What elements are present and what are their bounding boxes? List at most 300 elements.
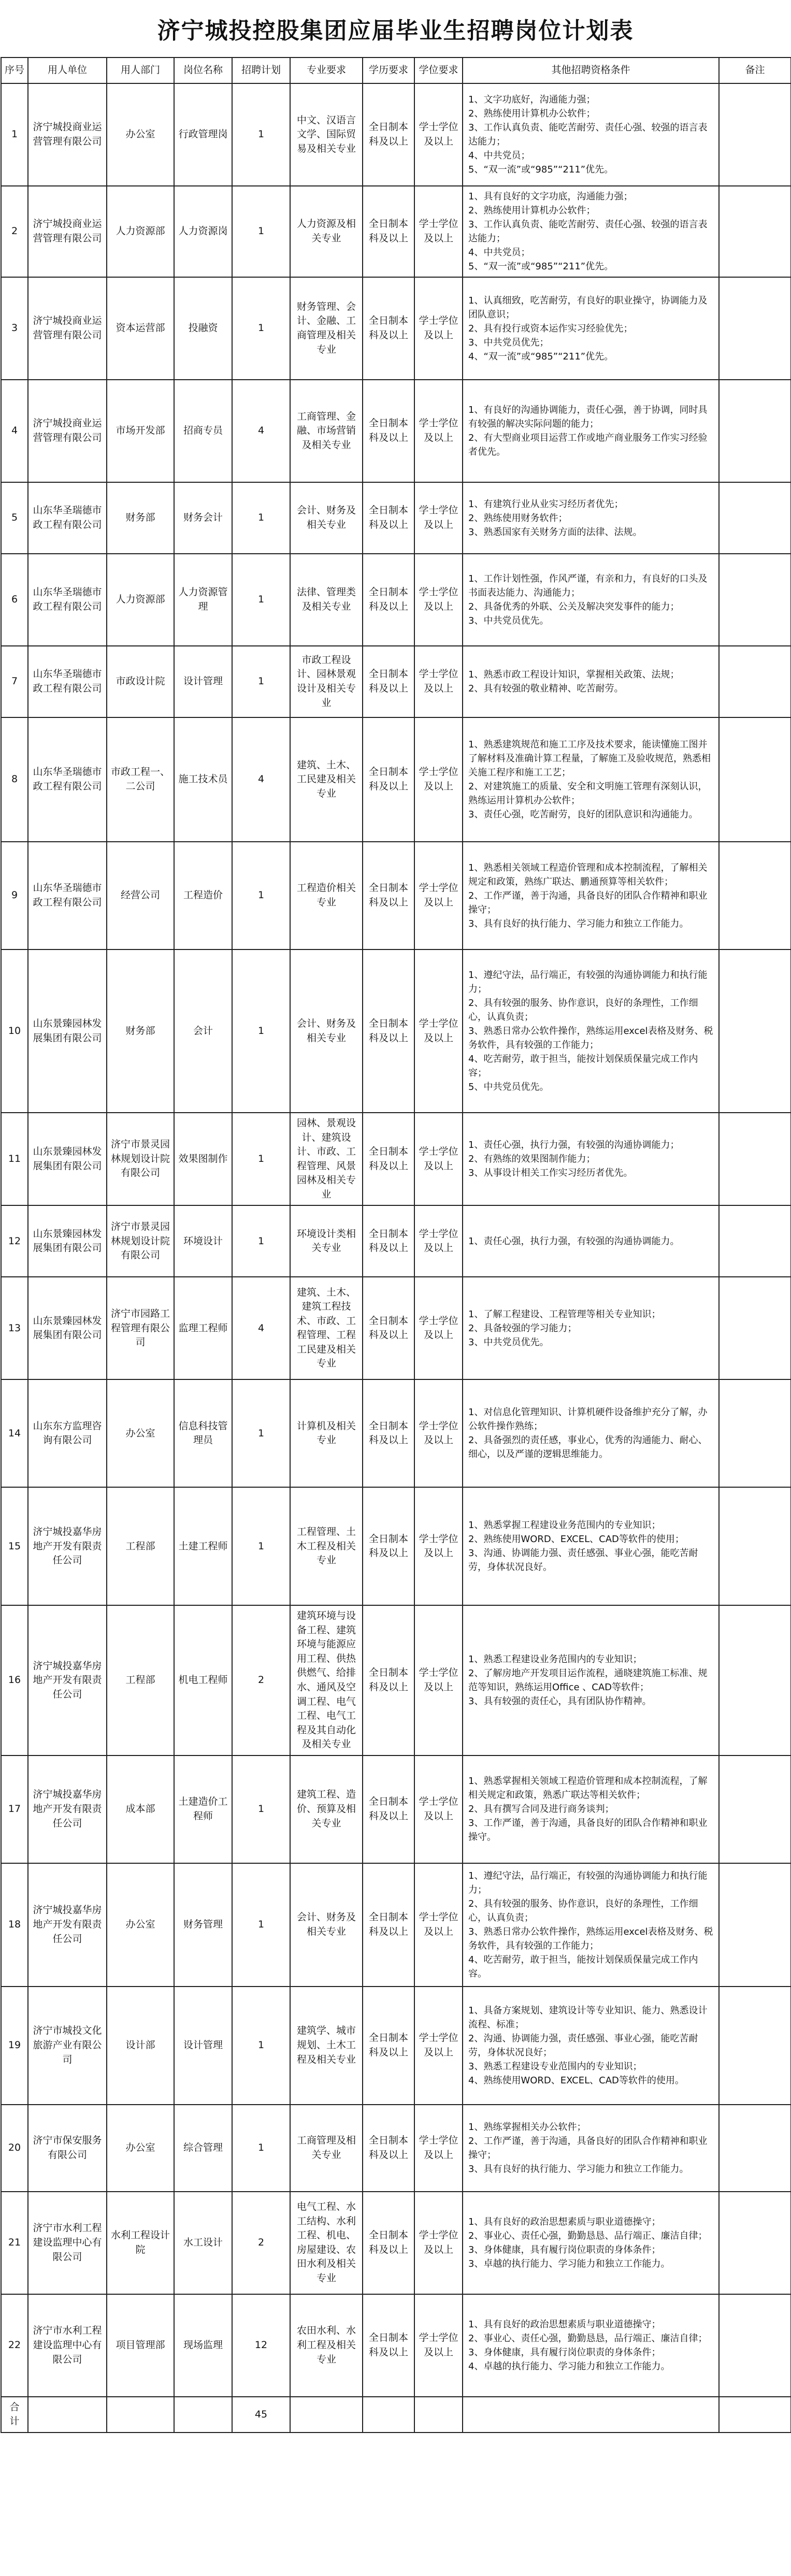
condition-line: 4、熟练使用WORD、EXCEL、CAD等软件的使用。 — [468, 2075, 684, 2086]
condition-line: 3、工作认真负责、能吃苦耐劳、责任心强、较强的语言表达能力； — [468, 122, 708, 147]
condition-line: 5、“双一流”或“985”“211”优先。 — [468, 261, 614, 272]
cell-conditions — [463, 1113, 719, 1205]
condition-line: 2、工作严谨，善于沟通，具备良好的团队合作精神和职业操守； — [468, 2135, 708, 2161]
total-empty-edu — [363, 2397, 414, 2433]
cell-major: 市政工程设计、园林景观设计及相关专业 — [290, 646, 363, 717]
table-row — [1, 842, 791, 949]
cell-seq: 6 — [1, 554, 28, 646]
cell-seq: 20 — [1, 2105, 28, 2192]
cell-seq: 10 — [1, 949, 28, 1113]
cell-remark — [719, 1987, 791, 2105]
condition-line: 1、对信息化管理知识、计算机硬件设备维护充分了解，办公软件操作熟练； — [468, 1407, 708, 1432]
cell-degree: 学士学位及以上 — [414, 1113, 463, 1205]
cell-dept: 办公室 — [107, 1379, 174, 1487]
condition-line: 1、熟悉相关领域工程造价管理和成本控制流程，了解相关规定和政策，熟练广联达、鹏通预算等相关软件； — [468, 862, 708, 887]
condition-line: 2、具备优秀的外联、公关及解决突发事件的能力； — [468, 601, 680, 612]
cell-edu: 全日制本科及以上 — [363, 2294, 414, 2397]
cell-plan: 1 — [232, 554, 290, 646]
cell-degree: 学士学位及以上 — [414, 1987, 463, 2105]
cell-degree: 学士学位及以上 — [414, 646, 463, 717]
condition-line: 2、具备强烈的责任感，事业心，优秀的沟通能力、耐心、细心，以及严谨的逻辑思维能力。 — [468, 1435, 708, 1460]
cell-major: 工程管理、土木工程及相关专业 — [290, 1487, 363, 1605]
cell-plan: 1 — [232, 842, 290, 949]
cell-major: 法律、管理类及相关专业 — [290, 554, 363, 646]
condition-line: 3、责任心强，吃苦耐劳，良好的团队意识和沟通能力。 — [468, 809, 698, 820]
condition-line: 4、中共党员； — [468, 247, 530, 258]
cell-edu: 全日制本科及以上 — [363, 1987, 414, 2105]
condition-line: 3、工作严谨，善于沟通，具备良好的团队合作精神和职业操守。 — [468, 1818, 708, 1843]
cell-edu: 全日制本科及以上 — [363, 482, 414, 554]
cell-edu: 全日制本科及以上 — [363, 1605, 414, 1755]
condition-line: 1、具有良好的政治思想素质与职业道德操守； — [468, 2216, 661, 2227]
cell-unit: 济宁城投嘉华房地产开发有限责任公司 — [28, 1487, 107, 1605]
condition-line: 3、中共党员优先； — [468, 337, 549, 348]
cell-dept: 济宁市景灵园林规划设计院有限公司 — [107, 1205, 174, 1277]
cell-unit: 济宁城投嘉华房地产开发有限责任公司 — [28, 1863, 107, 1987]
table-row — [1, 1487, 791, 1605]
condition-line: 1、熟悉掌握相关领域工程造价管理和成本控制流程，了解相关规定和政策，熟悉广联达等相关软件； — [468, 1776, 708, 1801]
header-position: 岗位名称 — [174, 57, 232, 83]
cell-conditions — [463, 1605, 719, 1755]
cell-dept: 设计部 — [107, 1987, 174, 2105]
table-row — [1, 2294, 791, 2397]
cell-seq: 22 — [1, 2294, 28, 2397]
cell-major: 农田水利、水利工程及相关专业 — [290, 2294, 363, 2397]
table-row — [1, 554, 791, 646]
header-major: 专业要求 — [290, 57, 363, 83]
cell-major: 财务管理、会计、金融、工商管理及相关专业 — [290, 277, 363, 380]
cell-remark — [719, 717, 791, 842]
cell-major: 环境设计类相关专业 — [290, 1205, 363, 1277]
cell-dept: 水利工程设计院 — [107, 2192, 174, 2294]
cell-major: 工程造价相关专业 — [290, 842, 363, 949]
condition-line: 1、文字功底好，沟通能力强； — [468, 94, 596, 105]
condition-line: 5、“双一流”或“985”“211”优先。 — [468, 164, 614, 175]
cell-edu: 全日制本科及以上 — [363, 277, 414, 380]
total-empty-degree — [414, 2397, 463, 2433]
cell-dept: 人力资源部 — [107, 186, 174, 277]
cell-remark — [719, 1605, 791, 1755]
condition-line: 1、有建筑行业从业实习经历者优先； — [468, 498, 624, 510]
condition-line: 2、有大型商业项目运营工作或地产商业服务工作实习经验者优先。 — [468, 433, 708, 457]
cell-conditions — [463, 186, 719, 277]
cell-dept: 财务部 — [107, 949, 174, 1113]
cell-seq: 17 — [1, 1755, 28, 1863]
condition-line: 2、具有较强的服务、协作意识，良好的条理性，工作细心，认真负责； — [468, 1898, 698, 1923]
table-body — [1, 83, 791, 2397]
condition-line: 4、吃苦耐劳，敢于担当，能按计划保质保量完成工作内容； — [468, 1054, 698, 1078]
cell-edu: 全日制本科及以上 — [363, 949, 414, 1113]
table-row — [1, 186, 791, 277]
title-bar — [0, 0, 791, 57]
cell-unit: 济宁城投商业运营管理有限公司 — [28, 277, 107, 380]
cell-plan: 1 — [232, 1987, 290, 2105]
cell-remark — [719, 186, 791, 277]
cell-plan: 4 — [232, 717, 290, 842]
condition-line: 3、熟悉工程建设专业范围内的专业知识； — [468, 2061, 642, 2072]
cell-edu: 全日制本科及以上 — [363, 717, 414, 842]
condition-line: 2、沟通、协调能力强，责任感强、事业心强，能吃苦耐劳，身体状况良好； — [468, 2033, 698, 2058]
cell-dept: 成本部 — [107, 1755, 174, 1863]
condition-line: 2、有熟练的效果图制作能力； — [468, 1154, 596, 1165]
cell-unit: 山东景臻园林发展集团有限公司 — [28, 1205, 107, 1277]
cell-position: 财务管理 — [174, 1863, 232, 1987]
cell-edu: 全日制本科及以上 — [363, 2105, 414, 2192]
condition-line: 1、有良好的沟通协调能力，责任心强，善于协调，同时具有较强的解决实际问题的能力； — [468, 405, 708, 429]
cell-position: 监理工程师 — [174, 1277, 232, 1379]
cell-conditions — [463, 1987, 719, 2105]
header-unit: 用人单位 — [28, 57, 107, 83]
cell-degree: 学士学位及以上 — [414, 2105, 463, 2192]
cell-edu: 全日制本科及以上 — [363, 1277, 414, 1379]
cell-major: 人力资源及相关专业 — [290, 186, 363, 277]
cell-seq: 16 — [1, 1605, 28, 1755]
cell-plan: 12 — [232, 2294, 290, 2397]
cell-unit: 济宁城投嘉华房地产开发有限责任公司 — [28, 1755, 107, 1863]
cell-position: 现场监理 — [174, 2294, 232, 2397]
cell-conditions — [463, 2294, 719, 2397]
cell-remark — [719, 1205, 791, 1277]
cell-unit: 济宁市城投文化旅游产业有限公司 — [28, 1987, 107, 2105]
cell-dept: 办公室 — [107, 2105, 174, 2192]
condition-line: 3、具有较强的责任心，具有团队协作精神。 — [468, 1696, 652, 1707]
cell-unit: 济宁市保安服务有限公司 — [28, 2105, 107, 2192]
condition-line: 2、具有撰写合同及进行商务谈判； — [468, 1804, 614, 1815]
cell-degree: 学士学位及以上 — [414, 1605, 463, 1755]
cell-position: 效果图制作 — [174, 1113, 232, 1205]
condition-line: 3、工作认真负责、能吃苦耐劳、责任心强、较强的语言表达能力； — [468, 219, 708, 244]
page-title: 济宁城投控股集团应届毕业生招聘岗位计划表 — [157, 18, 634, 44]
cell-unit: 山东东方监理咨询有限公司 — [28, 1379, 107, 1487]
cell-degree: 学士学位及以上 — [414, 482, 463, 554]
cell-seq: 8 — [1, 717, 28, 842]
cell-seq: 2 — [1, 186, 28, 277]
cell-position: 信息科技管理员 — [174, 1379, 232, 1487]
cell-plan: 4 — [232, 380, 290, 482]
condition-line: 1、熟悉工程建设业务范围内的专业知识； — [468, 1654, 642, 1665]
cell-dept: 济宁市景灵园林规划设计院有限公司 — [107, 1113, 174, 1205]
cell-position: 土建工程师 — [174, 1487, 232, 1605]
cell-unit: 济宁城投嘉华房地产开发有限责任公司 — [28, 1605, 107, 1755]
cell-edu: 全日制本科及以上 — [363, 1755, 414, 1863]
condition-line: 2、具有较强的敬业精神、吃苦耐劳。 — [468, 683, 624, 694]
cell-major: 会计、财务及相关专业 — [290, 1863, 363, 1987]
condition-line: 2、熟练使用WORD、EXCEL、CAD等软件的使用； — [468, 1534, 684, 1545]
cell-position: 综合管理 — [174, 2105, 232, 2192]
condition-line: 3、卓越的执行能力、学习能力和独立工作能力。 — [468, 2258, 670, 2269]
condition-line: 3、熟悉国家有关财务方面的法律、法规。 — [468, 526, 642, 538]
total-empty-dept — [107, 2397, 174, 2433]
cell-unit: 济宁市水利工程建设监理中心有限公司 — [28, 2192, 107, 2294]
cell-edu: 全日制本科及以上 — [363, 842, 414, 949]
cell-remark — [719, 1379, 791, 1487]
cell-unit: 山东华圣瑞德市政工程有限公司 — [28, 554, 107, 646]
total-empty-major — [290, 2397, 363, 2433]
cell-remark — [719, 1487, 791, 1605]
header-edu: 学历要求 — [363, 57, 414, 83]
cell-seq: 5 — [1, 482, 28, 554]
cell-dept: 市场开发部 — [107, 380, 174, 482]
cell-plan: 1 — [232, 1863, 290, 1987]
condition-line: 1、认真细致，吃苦耐劳，有良好的职业操守，协调能力及团队意识； — [468, 295, 708, 320]
header-seq: 序号 — [1, 57, 28, 83]
header-remark: 备注 — [719, 57, 791, 83]
cell-plan: 1 — [232, 186, 290, 277]
cell-plan: 4 — [232, 1277, 290, 1379]
condition-line: 3、身体健康，具有履行岗位职责的身体条件； — [468, 2244, 661, 2255]
cell-seq: 3 — [1, 277, 28, 380]
cell-plan: 1 — [232, 482, 290, 554]
header-dept: 用人部门 — [107, 57, 174, 83]
cell-dept: 工程部 — [107, 1605, 174, 1755]
cell-remark — [719, 277, 791, 380]
cell-major: 建筑工程、造价、预算及相关专业 — [290, 1755, 363, 1863]
condition-line: 3、沟通、协调能力强、责任感强、事业心强，能吃苦耐劳，身体状况良好。 — [468, 1548, 698, 1573]
condition-line: 2、事业心、责任心强，勤勤恳恳，品行端正、廉洁自律； — [468, 2333, 708, 2344]
cell-seq: 18 — [1, 1863, 28, 1987]
cell-remark — [719, 949, 791, 1113]
cell-conditions — [463, 380, 719, 482]
table-row — [1, 1863, 791, 1987]
cell-remark — [719, 1277, 791, 1379]
cell-conditions — [463, 1755, 719, 1863]
table-row — [1, 83, 791, 186]
cell-edu: 全日制本科及以上 — [363, 1205, 414, 1277]
condition-line: 2、了解房地产开发项目运作流程，通晓建筑施工标准、规范等知识，熟练运用Office 、CAD等软件； — [468, 1668, 708, 1693]
cell-edu: 全日制本科及以上 — [363, 554, 414, 646]
cell-position: 行政管理岗 — [174, 83, 232, 186]
cell-degree: 学士学位及以上 — [414, 1277, 463, 1379]
condition-line: 3、中共党员优先。 — [468, 615, 549, 626]
cell-plan: 2 — [232, 1605, 290, 1755]
cell-major: 建筑学、城市规划、土木工程及相关专业 — [290, 1987, 363, 2105]
cell-position: 会计 — [174, 949, 232, 1113]
cell-degree: 学士学位及以上 — [414, 2192, 463, 2294]
condition-line: 1、具有良好的文字功底，沟通能力强； — [468, 191, 633, 202]
cell-position: 招商专员 — [174, 380, 232, 482]
cell-remark — [719, 646, 791, 717]
table-row — [1, 2192, 791, 2294]
cell-dept: 资本运营部 — [107, 277, 174, 380]
cell-position: 人力资源岗 — [174, 186, 232, 277]
table-row — [1, 949, 791, 1113]
cell-degree: 学士学位及以上 — [414, 1487, 463, 1605]
table-row — [1, 1987, 791, 2105]
cell-degree: 学士学位及以上 — [414, 717, 463, 842]
cell-plan: 1 — [232, 646, 290, 717]
cell-conditions — [463, 2105, 719, 2192]
table-row — [1, 1379, 791, 1487]
table-row — [1, 1755, 791, 1863]
condition-line: 1、责任心强，执行力强，有较强的沟通协调能力。 — [468, 1235, 680, 1247]
condition-line: 1、熟悉市政工程设计知识，掌握相关政策、法规； — [468, 669, 680, 680]
cell-seq: 7 — [1, 646, 28, 717]
cell-seq: 15 — [1, 1487, 28, 1605]
condition-line: 1、具有良好的政治思想素质与职业道德操守； — [468, 2319, 661, 2330]
cell-unit: 山东华圣瑞德市政工程有限公司 — [28, 482, 107, 554]
cell-edu: 全日制本科及以上 — [363, 83, 414, 186]
condition-line: 4、“双一流”或“985”“211”优先。 — [468, 351, 614, 362]
cell-dept: 办公室 — [107, 1863, 174, 1987]
cell-conditions — [463, 554, 719, 646]
cell-seq: 11 — [1, 1113, 28, 1205]
cell-conditions — [463, 646, 719, 717]
cell-degree: 学士学位及以上 — [414, 1205, 463, 1277]
cell-seq: 13 — [1, 1277, 28, 1379]
cell-major: 电气工程、水工结构、水利工程、机电、房屋建设、农田水利及相关专业 — [290, 2192, 363, 2294]
header-conditions: 其他招聘资格条件 — [463, 57, 719, 83]
cell-position: 机电工程师 — [174, 1605, 232, 1755]
cell-unit: 济宁城投商业运营管理有限公司 — [28, 186, 107, 277]
table-row — [1, 1605, 791, 1755]
cell-major: 计算机及相关专业 — [290, 1379, 363, 1487]
cell-degree: 学士学位及以上 — [414, 949, 463, 1113]
cell-edu: 全日制本科及以上 — [363, 380, 414, 482]
condition-line: 3、具有良好的执行能力、学习能力和独立工作能力。 — [468, 2163, 689, 2175]
cell-major: 会计、财务及相关专业 — [290, 482, 363, 554]
cell-conditions — [463, 277, 719, 380]
cell-major: 园林、景观设计、建筑设计、市政、工程管理、风景园林及相关专业 — [290, 1113, 363, 1205]
condition-line: 3、从事设计相关工作实习经历者优先。 — [468, 1168, 633, 1179]
cell-remark — [719, 1113, 791, 1205]
cell-dept: 工程部 — [107, 1487, 174, 1605]
cell-plan: 2 — [232, 2192, 290, 2294]
cell-degree: 学士学位及以上 — [414, 2294, 463, 2397]
table-row — [1, 646, 791, 717]
cell-unit: 济宁市水利工程建设监理中心有限公司 — [28, 2294, 107, 2397]
condition-line: 4、中共党员； — [468, 150, 530, 161]
cell-position: 水工设计 — [174, 2192, 232, 2294]
condition-line: 1、工作计划性强，作风严谨，有亲和力，有良好的口头及书面表达能力、沟通能力； — [468, 573, 708, 598]
cell-conditions — [463, 1487, 719, 1605]
condition-line: 2、具有较强的服务、协作意识，良好的条理性，工作细心，认真负责； — [468, 998, 698, 1023]
cell-dept: 市政设计院 — [107, 646, 174, 717]
cell-conditions — [463, 1863, 719, 1987]
cell-remark — [719, 554, 791, 646]
total-empty-unit — [28, 2397, 107, 2433]
cell-major: 中文、汉语言文学、国际贸易及相关专业 — [290, 83, 363, 186]
total-empty-conditions — [463, 2397, 719, 2433]
cell-degree: 学士学位及以上 — [414, 380, 463, 482]
cell-conditions — [463, 2192, 719, 2294]
cell-degree: 学士学位及以上 — [414, 83, 463, 186]
condition-line: 1、责任心强，执行力强，有较强的沟通协调能力； — [468, 1140, 680, 1151]
cell-plan: 1 — [232, 949, 290, 1113]
cell-plan: 1 — [232, 1205, 290, 1277]
cell-remark — [719, 83, 791, 186]
cell-position: 设计管理 — [174, 646, 232, 717]
condition-line: 3、身体健康，具有履行岗位职责的身体条件； — [468, 2347, 661, 2358]
cell-plan: 1 — [232, 1379, 290, 1487]
total-empty-position — [174, 2397, 232, 2433]
condition-line: 4、吃苦耐劳，敢于担当，能按计划保质保量完成工作内容。 — [468, 1954, 698, 1979]
condition-line: 2、具备较强的学习能力； — [468, 1322, 577, 1334]
cell-conditions — [463, 1277, 719, 1379]
cell-conditions — [463, 83, 719, 186]
cell-unit: 济宁城投商业运营管理有限公司 — [28, 380, 107, 482]
cell-degree: 学士学位及以上 — [414, 842, 463, 949]
cell-remark — [719, 2192, 791, 2294]
header-degree: 学位要求 — [414, 57, 463, 83]
cell-major: 工商管理、金融、市场营销及相关专业 — [290, 380, 363, 482]
table-row — [1, 1277, 791, 1379]
condition-line: 1、熟悉建筑规范和施工工序及技术要求，能读懂施工图并了解材料及准确计算工程量，了解施工及验收规范，熟悉相关施工程序和施工工艺； — [468, 739, 711, 778]
condition-line: 2、工作严谨，善于沟通，具备良好的团队合作精神和职业操守； — [468, 890, 708, 915]
cell-remark — [719, 2105, 791, 2192]
cell-dept: 项目管理部 — [107, 2294, 174, 2397]
cell-edu: 全日制本科及以上 — [363, 1863, 414, 1987]
total-label: 合计 — [1, 2397, 28, 2433]
cell-conditions — [463, 949, 719, 1113]
cell-unit: 山东华圣瑞德市政工程有限公司 — [28, 842, 107, 949]
condition-line: 2、具有投行或资本运作实习经验优先； — [468, 323, 633, 334]
cell-seq: 4 — [1, 380, 28, 482]
cell-degree: 学士学位及以上 — [414, 186, 463, 277]
cell-remark — [719, 1863, 791, 1987]
cell-unit: 山东华圣瑞德市政工程有限公司 — [28, 717, 107, 842]
condition-line: 1、遵纪守法，品行端正，有较强的沟通协调能力和执行能力； — [468, 1870, 708, 1895]
cell-position: 财务会计 — [174, 482, 232, 554]
cell-conditions — [463, 482, 719, 554]
cell-major: 工商管理及相关专业 — [290, 2105, 363, 2192]
cell-seq: 19 — [1, 1987, 28, 2105]
cell-plan: 1 — [232, 277, 290, 380]
cell-remark — [719, 842, 791, 949]
condition-line: 1、具备方案规划、建筑设计等专业知识、能力、熟悉设计流程、标准； — [468, 2005, 708, 2030]
table-row — [1, 1205, 791, 1277]
cell-unit: 山东华圣瑞德市政工程有限公司 — [28, 646, 107, 717]
cell-edu: 全日制本科及以上 — [363, 1379, 414, 1487]
cell-edu: 全日制本科及以上 — [363, 1487, 414, 1605]
total-empty-remark — [719, 2397, 791, 2433]
condition-line: 2、熟练使用计算机办公软件； — [468, 205, 596, 216]
cell-position: 施工技术员 — [174, 717, 232, 842]
condition-line: 3、熟悉日常办公软件操作，熟练运用excel表格及财务、税务软件，具有较强的工作能力； — [468, 1926, 713, 1951]
cell-dept: 财务部 — [107, 482, 174, 554]
cell-position: 投融资 — [174, 277, 232, 380]
condition-line: 1、了解工程建设、工程管理等相关专业知识； — [468, 1308, 661, 1320]
cell-position: 工程造价 — [174, 842, 232, 949]
cell-remark — [719, 2294, 791, 2397]
cell-plan: 1 — [232, 1487, 290, 1605]
cell-degree: 学士学位及以上 — [414, 1755, 463, 1863]
cell-seq: 12 — [1, 1205, 28, 1277]
cell-degree: 学士学位及以上 — [414, 1863, 463, 1987]
condition-line: 2、事业心、责任心强，勤勤恳恳、品行端正、廉洁自律； — [468, 2230, 708, 2241]
condition-line: 2、熟练使用财务软件； — [468, 512, 568, 524]
condition-line: 1、熟悉掌握工程建设业务范围内的专业知识； — [468, 1520, 661, 1531]
cell-edu: 全日制本科及以上 — [363, 646, 414, 717]
table-row — [1, 277, 791, 380]
cell-edu: 全日制本科及以上 — [363, 2192, 414, 2294]
condition-line: 5、中共党员优先。 — [468, 1082, 549, 1092]
cell-degree: 学士学位及以上 — [414, 277, 463, 380]
cell-degree: 学士学位及以上 — [414, 1379, 463, 1487]
cell-edu: 全日制本科及以上 — [363, 186, 414, 277]
cell-plan: 1 — [232, 1113, 290, 1205]
cell-seq: 21 — [1, 2192, 28, 2294]
table-row — [1, 380, 791, 482]
condition-line: 3、中共党员优先。 — [468, 1336, 549, 1348]
cell-dept: 经营公司 — [107, 842, 174, 949]
condition-line: 3、熟悉日常办公软件操作，熟练运用excel表格及财务、税务软件，具有较强的工作能力； — [468, 1026, 713, 1050]
table-row — [1, 717, 791, 842]
cell-unit: 山东景臻园林发展集团有限公司 — [28, 949, 107, 1113]
cell-remark — [719, 482, 791, 554]
cell-remark — [719, 380, 791, 482]
cell-dept: 人力资源部 — [107, 554, 174, 646]
condition-line: 1、熟练掌握相关办公软件； — [468, 2121, 586, 2133]
